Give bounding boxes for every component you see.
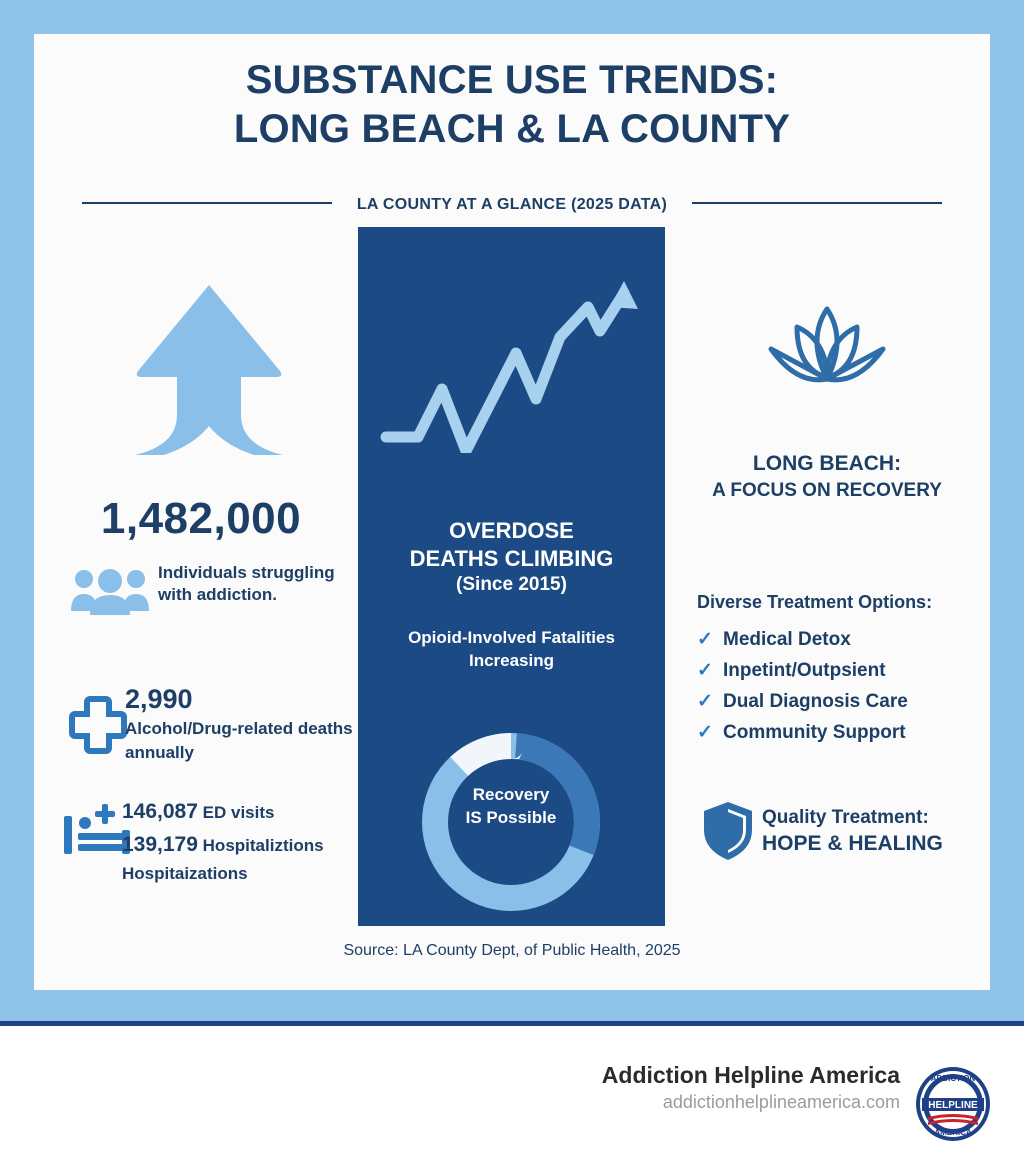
stat-hospitalizations-number: 139,179: [122, 832, 198, 856]
panel-sub-line-2: Increasing: [468, 650, 555, 670]
logo-top-text: ADDICTION: [930, 1074, 976, 1083]
stat-ed-visits-number: 146,087: [122, 800, 198, 823]
stat-hospitalizations-extra-label: Hospitaizations: [122, 864, 248, 884]
source-note: Source: LA County Dept, of Public Health, 2025: [343, 942, 681, 959]
option-label: Community Support: [723, 721, 906, 743]
check-icon: ✓: [697, 691, 713, 712]
stat-hospitalizations-extra-row: [122, 861, 372, 887]
people-group-icon: [70, 567, 150, 615]
stat-visits-block: [122, 796, 372, 887]
check-icon: ✓: [697, 629, 713, 650]
title-line-2: LONG BEACH & LA COUNTY: [233, 106, 791, 151]
panel-sub-line-1: Opioid-Involved Fatalities: [408, 628, 615, 647]
list-item: [697, 717, 997, 748]
list-item: [697, 624, 997, 655]
panel-subheading: [358, 627, 665, 673]
option-label: Inpetint/Outpsient: [723, 659, 886, 681]
big-number-caption: Individuals struggling with addiction.: [158, 563, 335, 605]
quality-line-2: HOPE & HEALING: [762, 832, 943, 856]
option-label: Dual Diagnosis Care: [723, 690, 908, 712]
footer-brand: Addiction Helpline America: [601, 1062, 900, 1088]
quality-line-1: Quality Treatment:: [762, 807, 929, 828]
logo-bottom-text: AMERICA: [934, 1128, 972, 1137]
list-item: [697, 655, 997, 686]
treatment-options-title: Diverse Treatment Options:: [697, 592, 933, 612]
footer-url[interactable]: addictionhelplineamerica.com: [662, 1092, 900, 1112]
donut-label: [411, 784, 611, 829]
stat-hospitalizations-row: [122, 829, 372, 862]
medical-cross-icon: [69, 696, 127, 754]
treatment-options-list: [697, 624, 997, 748]
up-arrow-icon: [134, 283, 284, 458]
center-panel: [358, 227, 665, 926]
panel-heading-line-2: DEATHS CLIMBING: [409, 546, 614, 572]
footer: [0, 1026, 1024, 1154]
list-item: [697, 686, 997, 717]
donut-label-line-1: Recovery: [472, 785, 550, 804]
option-label: Medical Detox: [723, 628, 851, 650]
donut-label-line-2: IS Possible: [465, 807, 557, 827]
panel-heading-since: (Since 2015): [456, 574, 567, 596]
long-beach-heading-line-1: LONG BEACH:: [752, 452, 902, 475]
shield-icon: [702, 800, 754, 862]
logo-center-text: HELPLINE: [928, 1100, 978, 1111]
subtitle: LA COUNTY AT A GLANCE (2025 DATA): [356, 196, 668, 213]
recovery-donut-chart: [411, 722, 611, 922]
check-icon: ✓: [697, 722, 713, 743]
content-card: [34, 34, 990, 990]
long-beach-heading-line-2: A FOCUS ON RECOVERY: [712, 480, 942, 502]
page-title: [34, 56, 990, 154]
upward-trend-line-icon: [376, 263, 648, 453]
stat-deaths-number: 2,990: [125, 684, 193, 714]
panel-heading: [358, 517, 665, 598]
panel-heading-line-1: OVERDOSE: [449, 518, 574, 543]
check-icon: ✓: [697, 660, 713, 681]
long-beach-heading: [662, 449, 992, 505]
stat-hospitalizations-label: Hospitaliztions: [202, 835, 324, 855]
stat-ed-visits-row: [122, 796, 372, 829]
quality-treatment-block: [762, 805, 1012, 858]
helpline-seal-logo: [914, 1065, 992, 1143]
stat-ed-visits-label: ED visits: [202, 803, 275, 822]
stat-deaths-caption: Alcohol/Drug-related deaths annually: [125, 719, 353, 762]
lotus-flower-icon: [767, 299, 887, 389]
title-line-1: SUBSTANCE USE TRENDS:: [245, 58, 779, 102]
big-number: 1,482,000: [100, 494, 302, 543]
